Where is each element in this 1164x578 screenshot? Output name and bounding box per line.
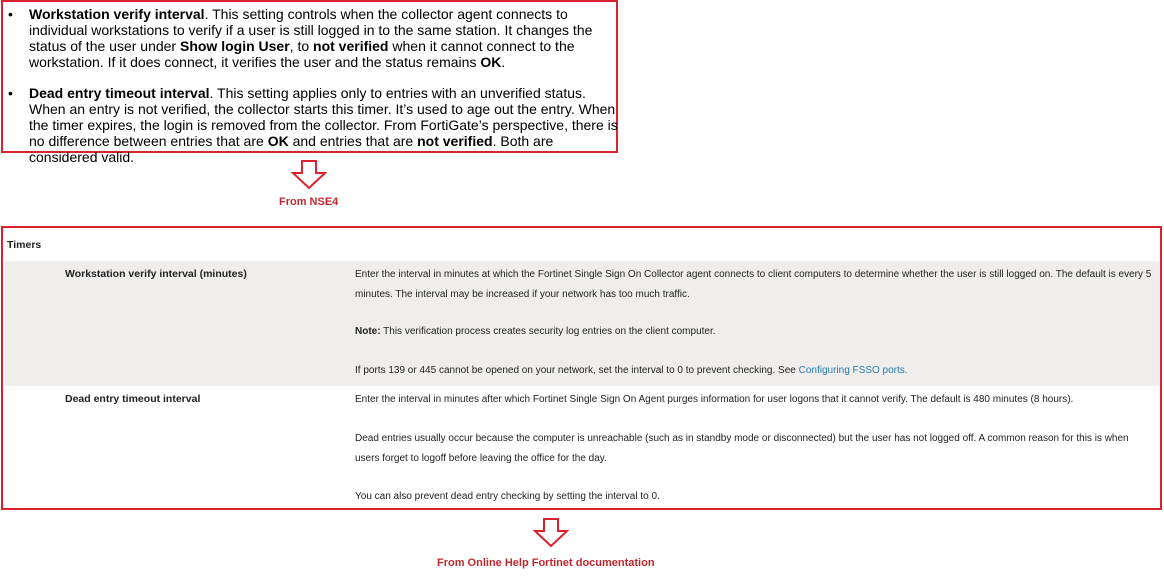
bold-not-verified: not verified — [417, 133, 493, 149]
bold-show-login-user: Show login User — [179, 38, 290, 54]
row-label: Workstation verify interval (minutes) — [65, 268, 247, 280]
term-workstation-verify-interval: Workstation verify interval — [29, 6, 205, 22]
note-text: This verification process creates security log entries on the client computer. — [380, 326, 716, 337]
bold-ok: OK — [267, 133, 289, 149]
caption-from-online-help: From Online Help Fortinet documentation — [437, 557, 655, 569]
term-dead-entry-timeout-interval: Dead entry timeout interval — [29, 85, 210, 101]
text: . Both are considered valid. — [29, 133, 554, 165]
bold-ok: OK — [480, 54, 502, 70]
text: . This setting applies only to entries with an unverified status. When an entry is not verified, the collector starts this timer. It’s used to age out the entry. When the timer expires, the login is removed from the collector. From FortiGate’s perspective, there is no difference between entries that are — [29, 85, 618, 149]
row-description-paragraph: You can also prevent dead entry checking by setting the interval to 0. — [355, 491, 660, 502]
table-row-dead-entry-timeout — [5, 386, 1160, 508]
row-ports-paragraph — [355, 361, 1155, 381]
bullet-text — [29, 85, 619, 165]
bullet-marker: • — [8, 6, 13, 22]
bullet-marker: • — [8, 85, 13, 101]
text: . — [501, 54, 506, 70]
bold-not-verified: not verified — [313, 38, 389, 54]
row-description-paragraph: Enter the interval in minutes at which the Fortinet Single Sign On Collector agent connects to client computers to determine whether the user is still logged on. The default is every 5 minutes. The interval may be increased if your network has too much traffic. — [355, 269, 1152, 300]
row-description-paragraph: Enter the interval in minutes after which Fortinet Single Sign On Agent purges information for user logons that it cannot verify. The default is 480 minutes (8 hours). — [355, 394, 1074, 405]
down-arrow-icon — [533, 518, 569, 548]
bullet-text — [29, 6, 619, 70]
text: when it cannot connect to the workstation. If it does connect, it verifies the user and the status remains — [29, 38, 575, 70]
note-label: Note: — [355, 326, 381, 337]
ports-text: If ports 139 or 445 cannot be opened on your network, set the interval to 0 to prevent checking. See — [355, 365, 799, 376]
table-row-workstation-verify — [5, 261, 1160, 386]
configuring-fsso-ports-link[interactable]: Configuring FSSO ports. — [798, 365, 908, 376]
text: and entries that are — [288, 133, 418, 149]
nse4-excerpt-box — [1, 0, 618, 165]
online-help-excerpt-box — [1, 226, 1162, 510]
section-title-timers: Timers — [7, 239, 42, 251]
text: , to — [289, 38, 314, 54]
row-description-paragraph: Dead entries usually occur because the computer is unreachable (such as in standby mode or disconnected) but the user has not logged off. A common reason for this is when users forget to logoff before leaving the office for the day. — [355, 433, 1129, 464]
down-arrow-icon — [291, 160, 327, 190]
row-note-paragraph — [355, 322, 1155, 342]
text: . This setting controls when the collector agent connects to individual workstations to verify if a user is still logged in to the same station. It changes the status of the user under — [29, 6, 593, 54]
row-label: Dead entry timeout interval — [65, 393, 201, 405]
caption-from-nse4: From NSE4 — [279, 196, 339, 208]
